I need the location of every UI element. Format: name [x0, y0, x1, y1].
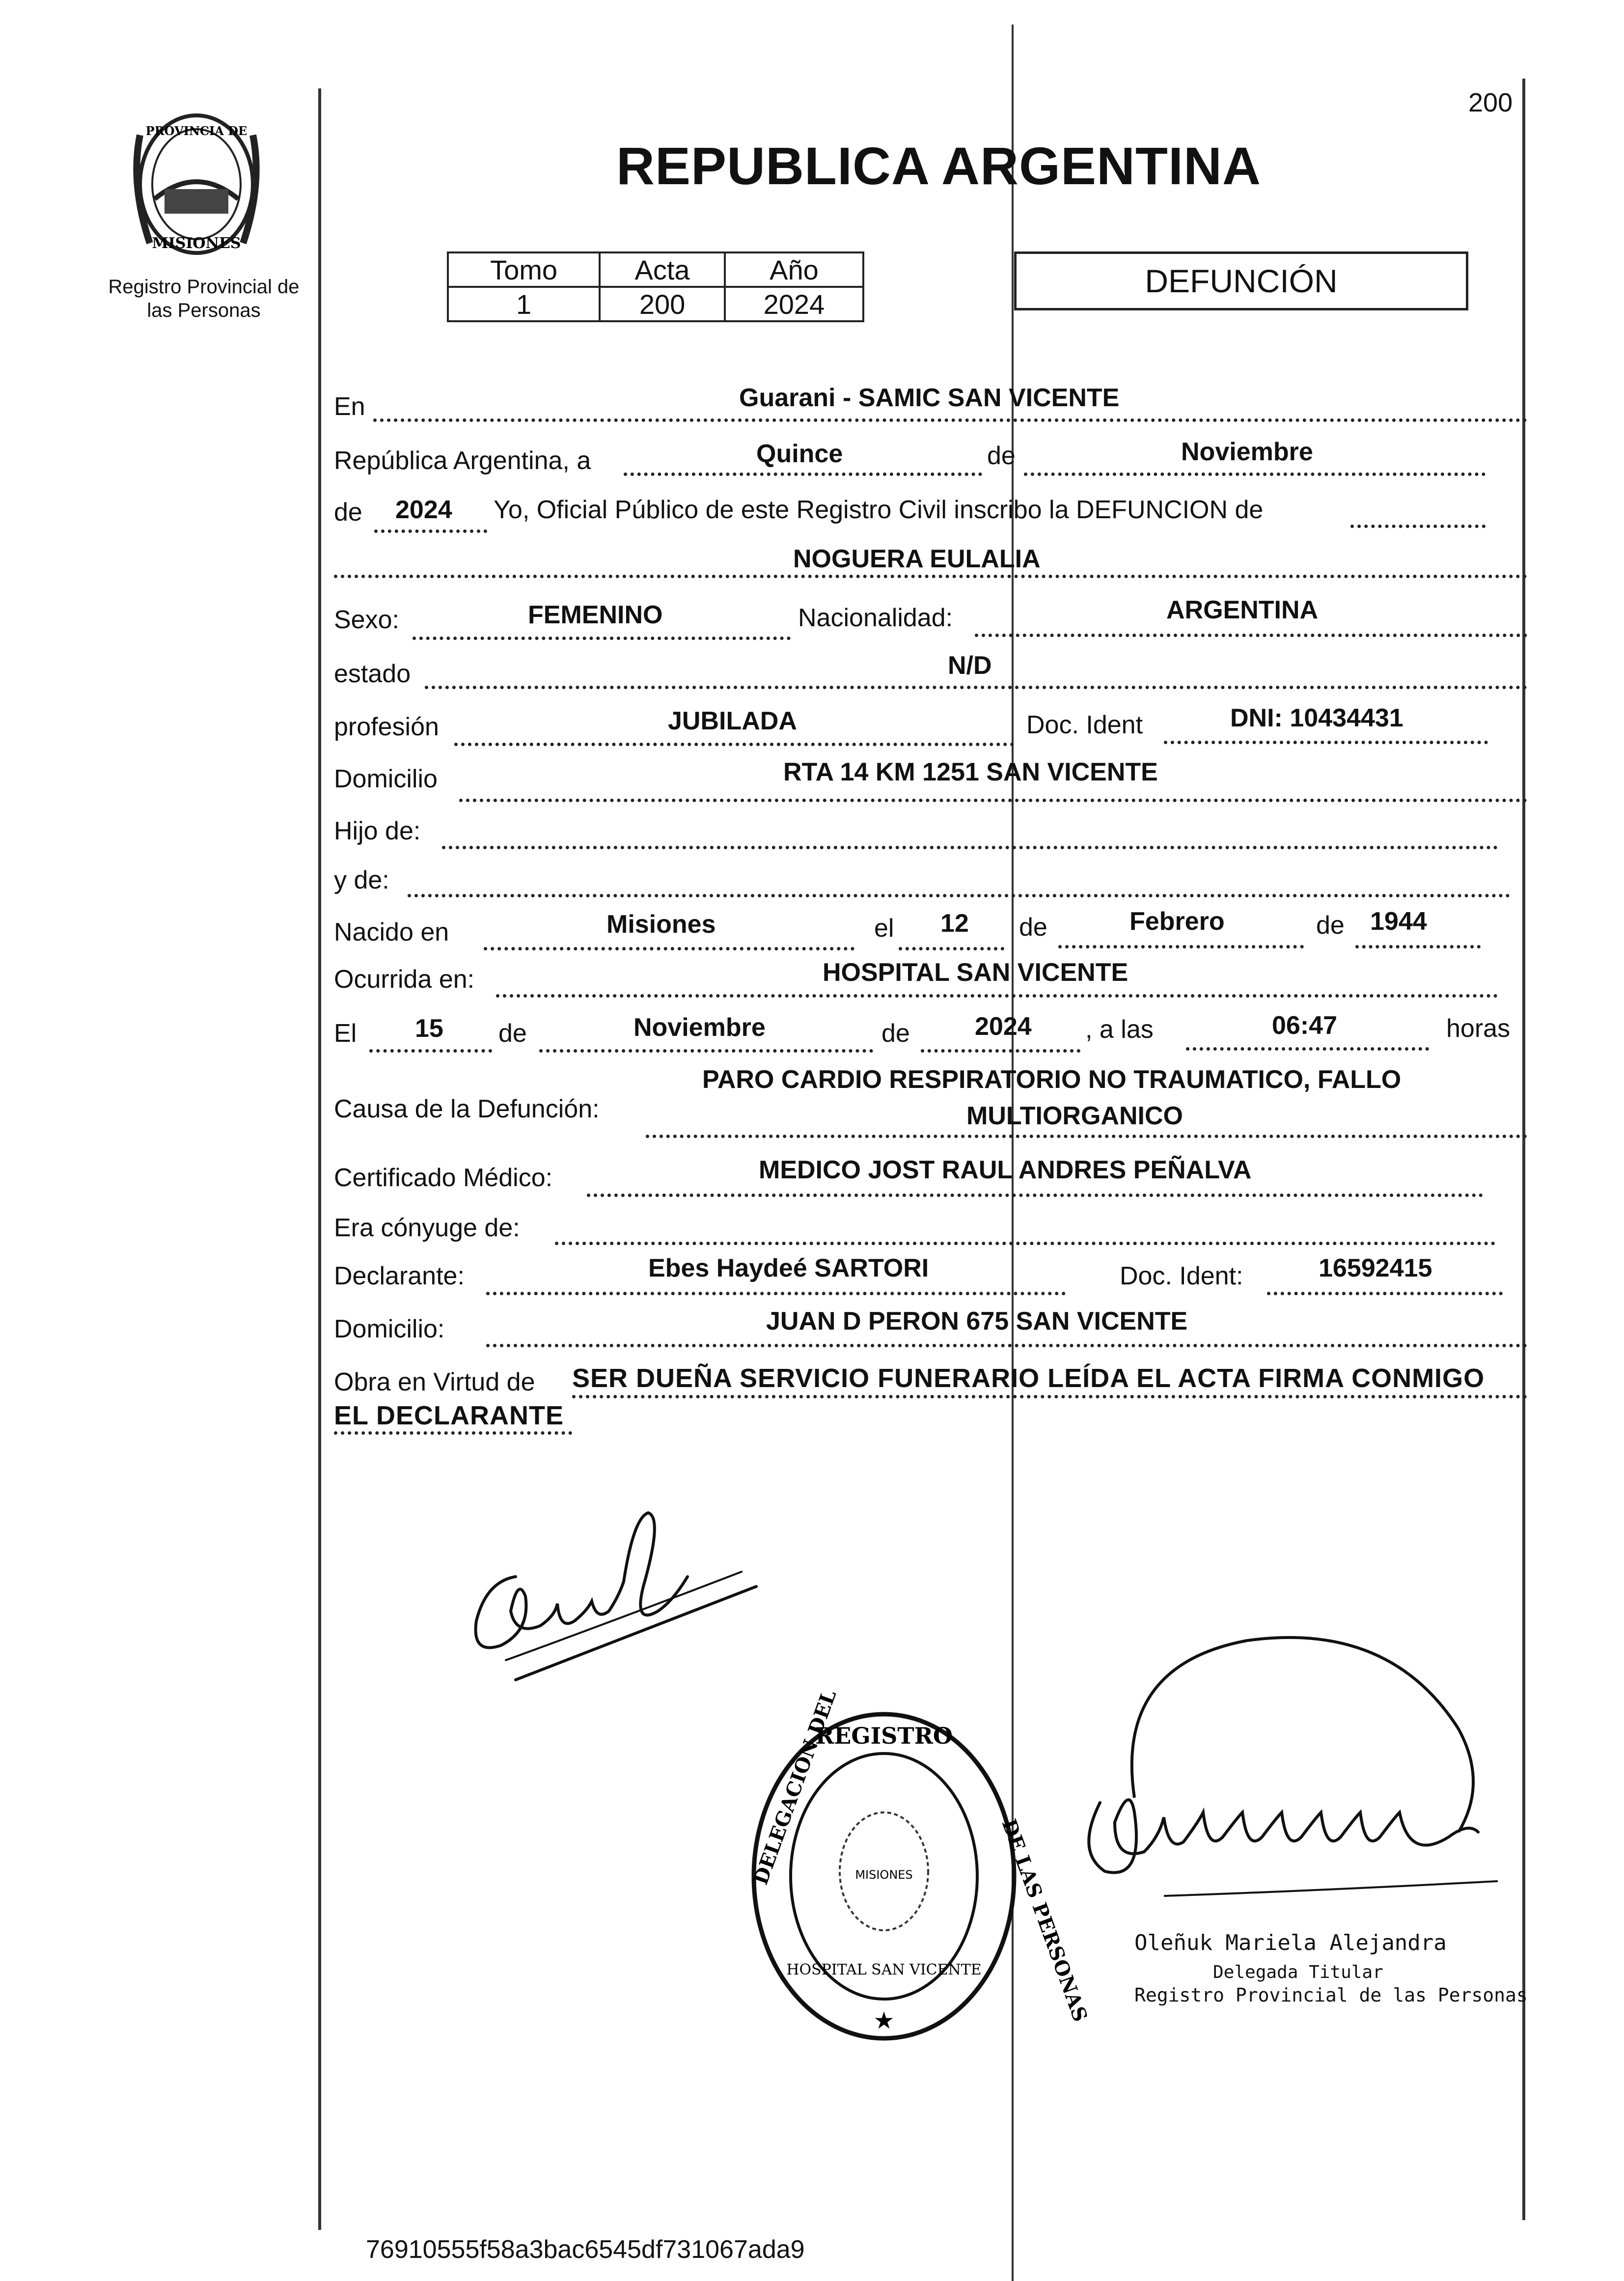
value-birth-place: Misiones — [606, 910, 716, 939]
label-conyuge: Era cónyuge de: — [334, 1214, 520, 1242]
label-doc-ident: Doc. Ident — [1026, 711, 1143, 739]
value-declarant-address: JUAN D PERON 675 SAN VICENTE — [766, 1307, 1188, 1335]
value-birth-day: 12 — [940, 909, 969, 938]
value-nationality: ARGENTINA — [1166, 596, 1319, 624]
official-name: Oleñuk Mariela Alejandra — [1134, 1930, 1447, 1955]
value-death-year: 2024 — [975, 1012, 1032, 1041]
label-a-las: , a las — [1085, 1015, 1154, 1044]
official-office: Registro Provincial de las Personas — [1134, 1984, 1528, 2006]
value-declarant-doc: 16592415 — [1319, 1254, 1432, 1282]
label-ocurrida-en: Ocurrida en: — [334, 965, 475, 994]
province-seal — [125, 106, 268, 268]
label-hijo-de: Hijo de: — [334, 817, 421, 845]
value-birth-month: Febrero — [1129, 907, 1225, 936]
value-virtue-line2: EL DECLARANTE — [334, 1401, 564, 1430]
svg-text:DELEGACIÓN DEL: DELEGACIÓN DEL — [749, 1687, 841, 1888]
value-cause-line2: MULTIORGANICO — [966, 1102, 1183, 1130]
label-domicilio: Domicilio — [334, 765, 438, 793]
value-doc-id: DNI: 10434431 — [1230, 704, 1404, 732]
book-table — [447, 251, 864, 322]
svg-text:REGISTRO: REGISTRO — [815, 1723, 953, 1749]
label-de-d2: de — [881, 1019, 910, 1048]
book-header-acta: Acta — [600, 252, 725, 287]
label-de-birth-year: de — [1316, 911, 1345, 940]
book-header-ano: Año — [725, 252, 863, 287]
book-header-tomo: Tomo — [448, 252, 600, 287]
label-certificado: Certificado Médico: — [334, 1164, 553, 1192]
value-address: RTA 14 KM 1251 SAN VICENTE — [783, 758, 1158, 786]
label-en: En — [334, 392, 365, 421]
svg-text:MISIONES: MISIONES — [152, 235, 241, 252]
svg-text:HOSPITAL SAN VICENTE: HOSPITAL SAN VICENTE — [786, 1961, 982, 1978]
declarant-signature — [457, 1498, 771, 1704]
value-death-time: 06:47 — [1272, 1011, 1337, 1040]
label-sexo: Sexo: — [334, 606, 399, 634]
book-value-acta: 200 — [600, 287, 725, 321]
label-el: el — [874, 914, 894, 943]
label-obra: Obra en Virtud de — [334, 1368, 535, 1396]
value-year: 2024 — [395, 496, 452, 524]
svg-text:★: ★ — [873, 2008, 895, 2034]
left-margin-rule — [318, 88, 321, 2230]
value-deceased-name: NOGUERA EULALIA — [793, 545, 1041, 573]
label-causa: Causa de la Defunción: — [334, 1095, 600, 1123]
label-domicilio2: Domicilio: — [334, 1315, 445, 1343]
value-declarant: Ebes Haydeé SARTORI — [648, 1254, 929, 1282]
label-doc-ident2: Doc. Ident: — [1120, 1262, 1243, 1290]
value-cause-line1: PARO CARDIO RESPIRATORIO NO TRAUMATICO, FALLO — [702, 1065, 1402, 1094]
label-official: Yo, Oficial Público de este Registro Civil inscribo la DEFUNCION de — [494, 496, 1264, 524]
page-title: REPUBLICA ARGENTINA — [616, 136, 1261, 195]
value-occurred-at: HOSPITAL SAN VICENTE — [823, 958, 1129, 987]
page-number: 200 — [1468, 88, 1513, 117]
label-el-cap: El — [334, 1019, 357, 1048]
label-de: de — [987, 442, 1016, 470]
svg-text:DE LAS PERSONAS: DE LAS PERSONAS — [997, 1816, 1092, 2025]
label-y-de: y de: — [334, 866, 389, 894]
registry-caption: Registro Provincial de las Personas — [108, 276, 300, 321]
official-signature — [1017, 1606, 1527, 1960]
value-medical-cert: MEDICO JOST RAUL ANDRES PEÑALVA — [759, 1156, 1252, 1184]
value-civil-status: N/D — [948, 651, 992, 680]
official-role: Delegada Titular — [1213, 1962, 1383, 1982]
value-death-month: Noviembre — [633, 1013, 766, 1042]
value-profession: JUBILADA — [668, 707, 797, 735]
label-estado: estado — [334, 660, 411, 688]
value-birth-year: 1944 — [1370, 907, 1427, 936]
label-horas: horas — [1446, 1014, 1511, 1043]
svg-text:PROVINCIA DE: PROVINCIA DE — [145, 124, 248, 138]
document-hash: 76910555f58a3bac6545df731067ada9 — [366, 2235, 805, 2264]
delegation-stamp — [746, 1687, 1092, 2053]
book-value-tomo: 1 — [448, 287, 600, 321]
record-type-box — [1014, 251, 1468, 310]
value-virtue-line1: SER DUEÑA SERVICIO FUNERARIO LEÍDA EL ACTA FIRMA CONMIGO — [572, 1363, 1485, 1393]
book-value-ano: 2024 — [725, 287, 863, 321]
value-sex: FEMENINO — [528, 601, 663, 629]
label-profesion: profesión — [334, 713, 439, 741]
value-death-day: 15 — [415, 1014, 443, 1043]
record-type: DEFUNCIÓN — [1145, 263, 1338, 299]
value-place: Guarani - SAMIC SAN VICENTE — [739, 384, 1120, 412]
value-month: Noviembre — [1181, 438, 1313, 466]
label-nacionalidad: Nacionalidad: — [798, 604, 953, 632]
label-republica: República Argentina, a — [334, 446, 591, 475]
label-de-d1: de — [498, 1019, 527, 1048]
value-day-words: Quince — [756, 440, 843, 468]
label-nacido-en: Nacido en — [334, 918, 449, 946]
label-de-year: de — [334, 498, 362, 527]
label-declarante: Declarante: — [334, 1262, 465, 1290]
svg-text:MISIONES: MISIONES — [855, 1868, 913, 1882]
label-de-month: de — [1019, 913, 1047, 942]
